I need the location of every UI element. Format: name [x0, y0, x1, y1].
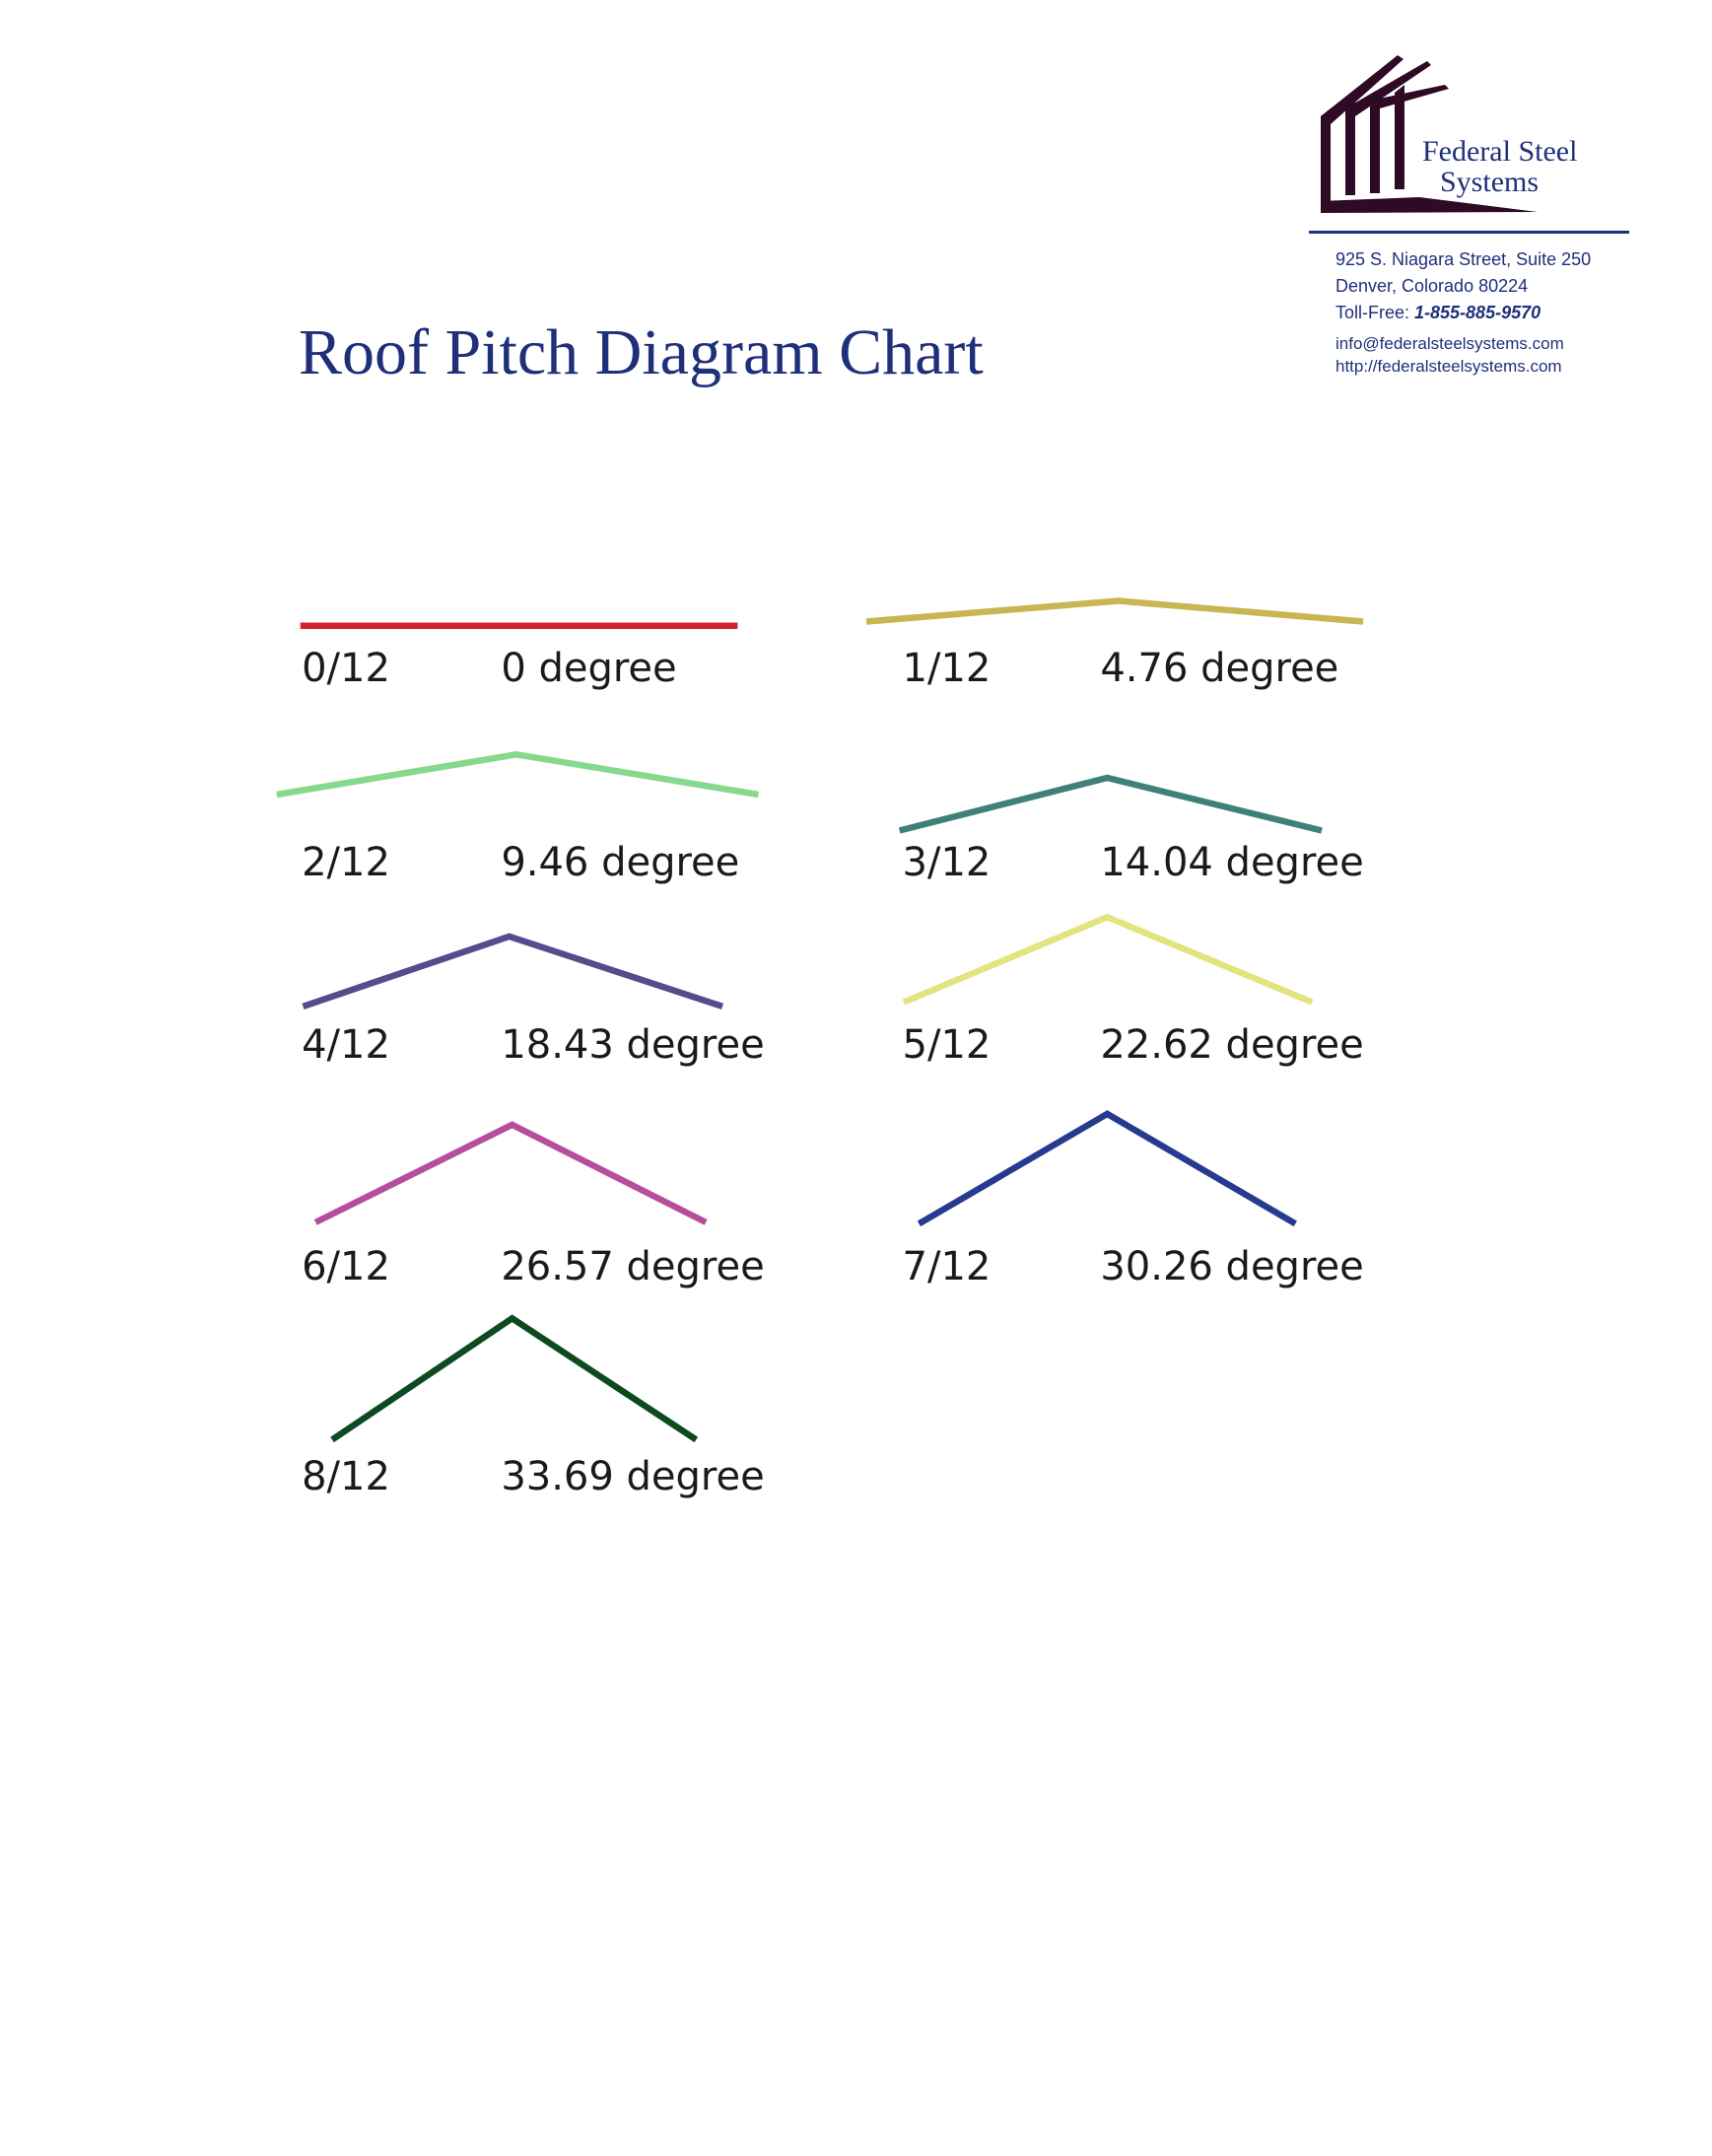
pitch-angle-label: 4.76 degree	[1100, 646, 1339, 692]
pitch-ratio-label: 8/12	[302, 1454, 390, 1500]
pitch-ratio-label: 3/12	[902, 839, 992, 885]
roof-pitch-line-2-12	[277, 754, 759, 795]
pitch-angle-label: 18.43 degree	[501, 1022, 765, 1069]
roof-pitch-line-3-12	[900, 778, 1322, 831]
roof-pitch-line-8-12	[332, 1318, 696, 1439]
address-line-2: Denver, Colorado 80224	[1335, 276, 1529, 296]
page-title: Roof Pitch Diagram Chart	[299, 316, 984, 388]
address-line-1: 925 S. Niagara Street, Suite 250	[1335, 249, 1592, 269]
pitch-ratio-label: 7/12	[902, 1243, 992, 1289]
email-link[interactable]: info@federalsteelsystems.com	[1335, 334, 1564, 353]
toll-free-label: Toll-Free:	[1335, 303, 1415, 322]
pitch-ratio-label: 1/12	[902, 646, 992, 692]
company-name-line2: Systems	[1440, 166, 1540, 198]
pitch-angle-label: 26.57 degree	[501, 1243, 765, 1289]
pitch-ratio-label: 0/12	[302, 646, 390, 692]
pitch-angle-label: 0 degree	[501, 646, 677, 692]
pitch-ratio-label: 2/12	[302, 839, 390, 885]
pitch-angle-label: 14.04 degree	[1100, 839, 1364, 885]
pitch-ratio-label: 6/12	[302, 1243, 390, 1289]
website-link[interactable]: http://federalsteelsystems.com	[1335, 357, 1562, 376]
pitch-angle-label: 33.69 degree	[501, 1454, 765, 1500]
roof-pitch-line-6-12	[315, 1125, 706, 1222]
roof-pitch-line-7-12	[919, 1114, 1295, 1223]
roof-pitch-line-4-12	[304, 937, 723, 1007]
pitch-angle-label: 9.46 degree	[501, 839, 740, 885]
company-name-line1: Federal Steel	[1422, 135, 1578, 168]
pitch-angle-label: 22.62 degree	[1100, 1022, 1364, 1069]
toll-free-number: 1-855-885-9570	[1414, 303, 1541, 322]
pitch-ratio-label: 5/12	[902, 1022, 992, 1069]
pitch-ratio-label: 4/12	[302, 1022, 390, 1069]
roof-pitch-line-1-12	[866, 601, 1363, 622]
pitch-angle-label: 30.26 degree	[1100, 1243, 1364, 1289]
roof-pitch-line-5-12	[904, 917, 1312, 1002]
